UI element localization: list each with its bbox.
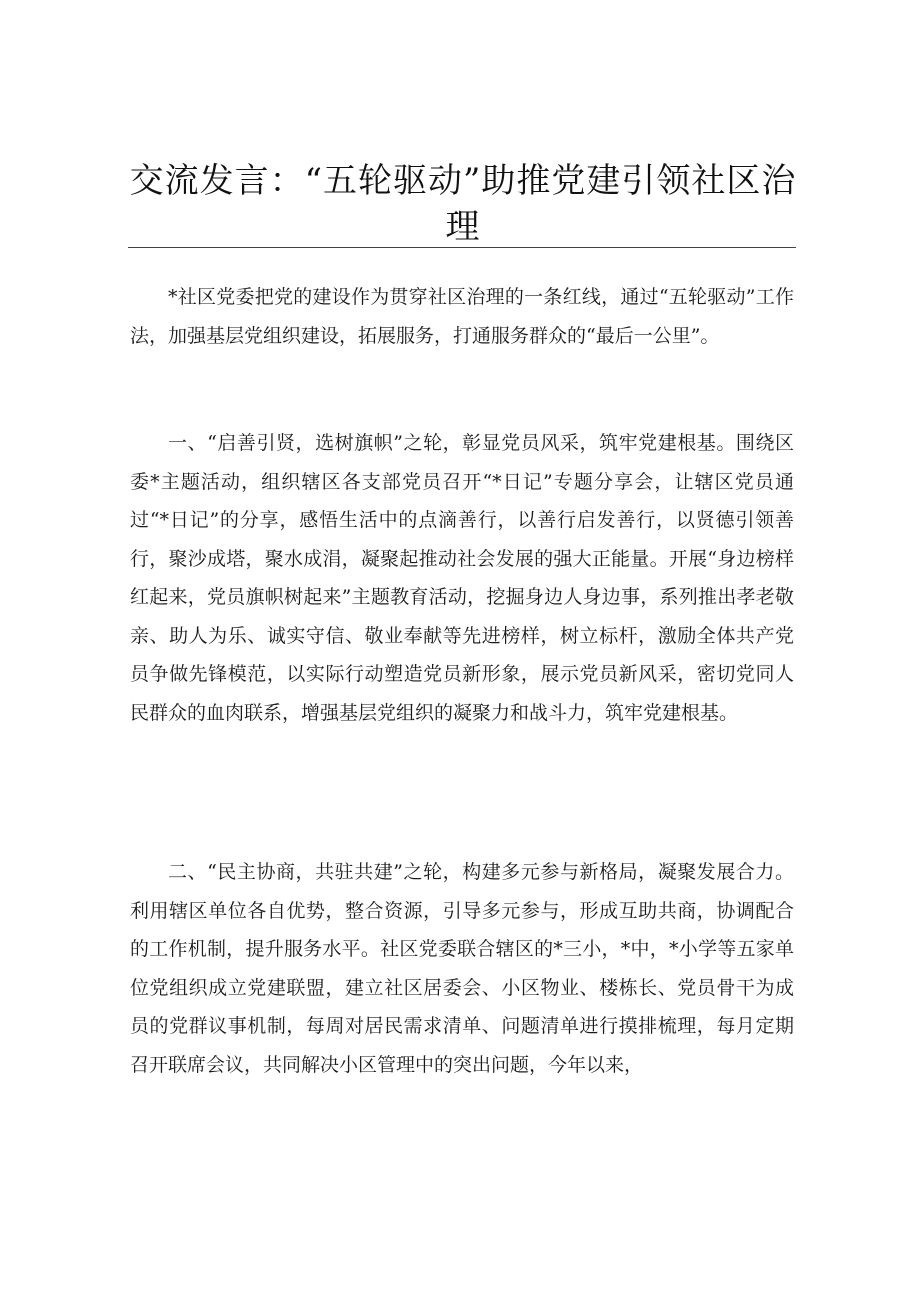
section-two-paragraph: 二、“民主协商，共驻共建”之轮，构建多元参与新格局，凝聚发展合力。利用辖区单位各自优势，整合资源，引导多元参与，形成互助共商，协调配合的工作机制，提升服务水平。社区党委联合辖区的*三小，*中，*小学等五家单位党组织成立党建联盟，建立社区居委会、小区物业、楼栋长、党员骨干为成员的党群议事机制，每周对居民需求清单、问题清单进行摸排梳理，每月定期召开联席会议，共同解决小区管理中的突出问题，今年以来， [130,861,794,1076]
section-one-paragraph: 一、“启善引贤，选树旗帜”之轮，彰显党员风采，筑牢党建根基。围绕区委*主题活动，组织辖区各支部党员召开“*日记”专题分享会，让辖区党员通过“*日记”的分享，感悟生活中的点滴善行，以善行启发善行，以贤德引领善行，聚沙成塔，聚水成涓，凝聚起推动社会发展的强大正能量。开展“身边榜样红起来，党员旗帜树起来”主题教育活动，挖掘身边人身边事，系列推出孝老敬亲、助人为乐、诚实守信、敬业奉献等先进榜样，树立标杆，激励全体共产党员争做先锋模范，以实际行动塑造党员新形象，展示党员新风采，密切党同人民群众的血肉联系，增强基层党组织的凝聚力和战斗力，筑牢党建根基。 [130,432,794,724]
intro-paragraph: *社区党委把党的建设作为贯穿社区治理的一条红线，通过“五轮驱动”工作法，加强基层党组织建设，拓展服务，打通服务群众的“最后一公里”。 [130,286,794,347]
title-divider [128,247,796,248]
document-title: 交流发言：“五轮驱动”助推党建引领社区治理 [129,161,797,247]
